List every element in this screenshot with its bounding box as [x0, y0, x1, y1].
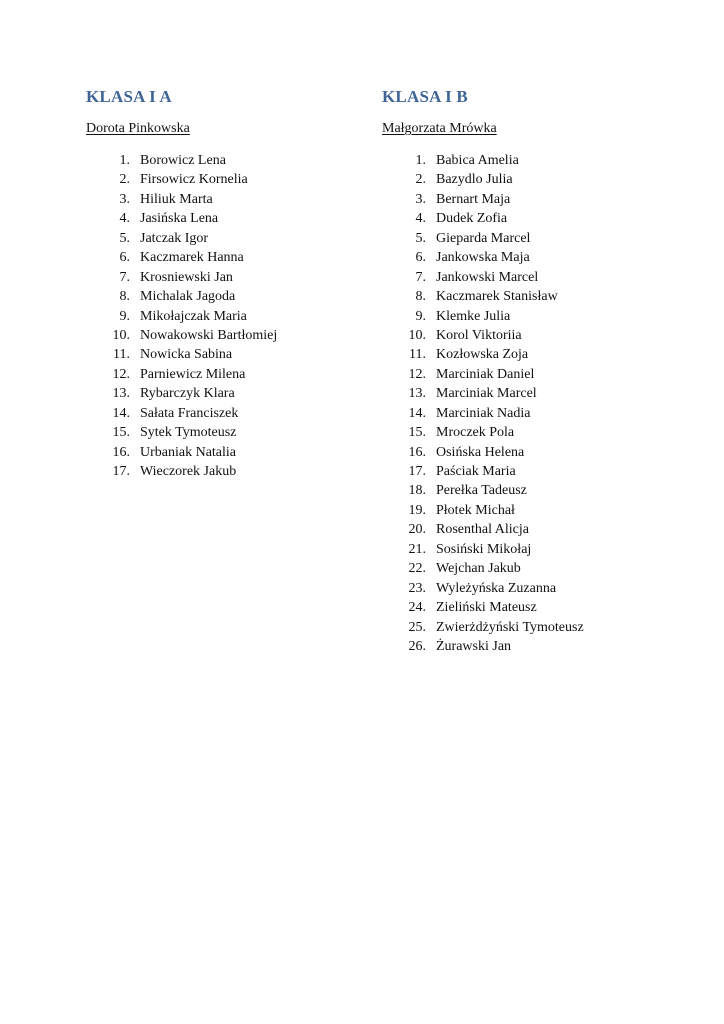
list-item-number: 5. — [119, 230, 130, 246]
class-column-1b — [382, 87, 702, 656]
list-item-number: 25. — [408, 619, 426, 635]
student-name: Mikołajczak Maria — [140, 308, 247, 324]
list-item — [86, 287, 386, 306]
list-item-number: 11. — [409, 347, 426, 363]
list-item — [86, 443, 386, 462]
list-item-number: 4. — [119, 211, 130, 227]
list-item — [382, 170, 702, 189]
list-item-number: 11. — [113, 347, 130, 363]
list-item — [382, 151, 702, 170]
list-item-number: 5. — [415, 230, 426, 246]
teacher-name: Małgorzata Mrówka — [382, 121, 497, 136]
class-column-1a — [86, 87, 386, 481]
list-item — [382, 365, 702, 384]
list-item — [86, 423, 386, 442]
list-item — [86, 384, 386, 403]
list-item-number: 6. — [415, 250, 426, 266]
student-name: Jankowski Marcel — [436, 269, 539, 285]
list-item-number: 10. — [112, 327, 130, 343]
student-name: Zieliński Mateusz — [436, 600, 537, 616]
list-item-number: 13. — [112, 386, 130, 402]
list-item-number: 13. — [408, 386, 426, 402]
student-name: Firsowicz Kornelia — [140, 172, 248, 188]
list-item-number: 24. — [408, 600, 426, 616]
list-item — [86, 170, 386, 189]
student-name: Płotek Michał — [436, 502, 515, 518]
class-title: KLASA I B — [382, 87, 468, 106]
list-item — [86, 248, 386, 267]
list-item-number: 15. — [112, 425, 130, 441]
student-name: Wieczorek Jakub — [140, 464, 237, 479]
list-item — [382, 481, 702, 500]
list-item-number: 3. — [119, 191, 130, 207]
list-item-number: 8. — [415, 289, 426, 305]
list-item — [86, 307, 386, 326]
list-item-number: 15. — [408, 425, 426, 441]
list-item-number: 17. — [408, 464, 426, 479]
list-item — [86, 209, 386, 228]
list-item — [382, 384, 702, 403]
list-item — [382, 404, 702, 423]
list-item — [382, 598, 702, 617]
list-item — [382, 307, 702, 326]
list-item — [382, 618, 702, 637]
student-name: Kozłowska Zoja — [436, 347, 529, 363]
student-name: Rybarczyk Klara — [140, 386, 235, 402]
list-item — [382, 209, 702, 228]
student-name: Paściak Maria — [436, 464, 516, 479]
list-item — [86, 404, 386, 423]
student-name: Michalak Jagoda — [140, 289, 236, 305]
student-name: Jasińska Lena — [140, 211, 219, 227]
student-name: Babica Amelia — [436, 153, 519, 168]
student-name: Jatczak Igor — [140, 230, 209, 246]
student-name: Kaczmarek Hanna — [140, 250, 244, 266]
student-name: Wejchan Jakub — [436, 561, 521, 577]
student-name: Bernart Maja — [436, 191, 511, 207]
student-name: Bazydlo Julia — [436, 172, 513, 188]
list-item-number: 1. — [415, 153, 426, 168]
list-item — [382, 287, 702, 306]
list-item — [86, 190, 386, 209]
list-item — [86, 365, 386, 384]
student-name: Marciniak Daniel — [436, 366, 535, 382]
class-title: KLASA I A — [86, 87, 172, 106]
list-item-number: 9. — [415, 308, 426, 324]
list-item-number: 4. — [415, 211, 426, 227]
list-item-number: 7. — [119, 269, 130, 285]
student-name: Rosenthal Alicja — [436, 522, 529, 538]
list-item — [382, 248, 702, 267]
list-item-number: 1. — [119, 153, 130, 168]
student-name: Klemke Julia — [436, 308, 511, 324]
list-item — [382, 579, 702, 598]
list-item — [382, 268, 702, 287]
list-item-number: 20. — [408, 522, 426, 538]
student-list — [86, 151, 386, 481]
list-item-number: 9. — [119, 308, 130, 324]
student-name: Żurawski Jan — [436, 638, 512, 654]
student-name: Krosniewski Jan — [140, 269, 233, 285]
list-item — [382, 443, 702, 462]
list-item-number: 8. — [119, 289, 130, 305]
list-item-number: 6. — [119, 250, 130, 266]
student-name: Parniewicz Milena — [140, 366, 246, 382]
student-name: Zwierżdżyński Tymoteusz — [436, 619, 584, 635]
list-item — [382, 559, 702, 578]
student-name: Dudek Zofia — [436, 211, 508, 227]
list-item — [86, 345, 386, 364]
list-item — [382, 637, 702, 656]
list-item — [86, 462, 386, 481]
list-item — [382, 326, 702, 345]
list-item-number: 2. — [119, 172, 130, 188]
student-name: Sosiński Mikołaj — [436, 541, 532, 557]
student-name: Marciniak Nadia — [436, 405, 531, 421]
list-item-number: 21. — [408, 541, 426, 557]
list-item — [86, 326, 386, 345]
list-item-number: 10. — [408, 327, 426, 343]
student-name: Borowicz Lena — [140, 153, 226, 168]
student-name: Korol Viktoriia — [436, 327, 522, 343]
student-name: Jankowska Maja — [436, 250, 530, 266]
list-item — [382, 229, 702, 248]
list-item — [86, 268, 386, 287]
list-item-number: 12. — [408, 366, 426, 382]
list-item-number: 2. — [415, 172, 426, 188]
list-item — [382, 520, 702, 539]
list-item-number: 19. — [408, 502, 426, 518]
list-item-number: 22. — [408, 561, 426, 577]
list-item-number: 17. — [112, 464, 130, 479]
list-item-number: 14. — [408, 405, 426, 421]
list-item-number: 23. — [408, 580, 426, 596]
student-name: Nowicka Sabina — [140, 347, 233, 363]
list-item-number: 7. — [415, 269, 426, 285]
student-list — [382, 151, 702, 656]
list-item — [382, 190, 702, 209]
list-item — [382, 423, 702, 442]
student-name: Nowakowski Bartłomiej — [140, 327, 278, 343]
list-item-number: 16. — [112, 444, 130, 460]
list-item-number: 26. — [408, 638, 426, 654]
student-name: Urbaniak Natalia — [140, 444, 237, 460]
student-name: Sałata Franciszek — [140, 405, 239, 421]
list-item-number: 3. — [415, 191, 426, 207]
student-name: Osińska Helena — [436, 444, 525, 460]
list-item — [382, 462, 702, 481]
student-name: Kaczmarek Stanisław — [436, 289, 558, 305]
list-item — [382, 501, 702, 520]
list-item-number: 14. — [112, 405, 130, 421]
list-item-number: 16. — [408, 444, 426, 460]
teacher-name: Dorota Pinkowska — [86, 121, 190, 136]
student-name: Hiliuk Marta — [140, 191, 213, 207]
list-item — [86, 229, 386, 248]
student-name: Gieparda Marcel — [436, 230, 531, 246]
list-item — [382, 540, 702, 559]
list-item-number: 18. — [408, 483, 426, 499]
student-name: Mroczek Pola — [436, 425, 515, 441]
student-name: Marciniak Marcel — [436, 386, 537, 402]
student-name: Sytek Tymoteusz — [140, 425, 237, 441]
student-name: Perełka Tadeusz — [436, 483, 527, 499]
list-item — [86, 151, 386, 170]
list-item — [382, 345, 702, 364]
list-item-number: 12. — [112, 366, 130, 382]
student-name: Wyleżyńska Zuzanna — [436, 580, 557, 596]
